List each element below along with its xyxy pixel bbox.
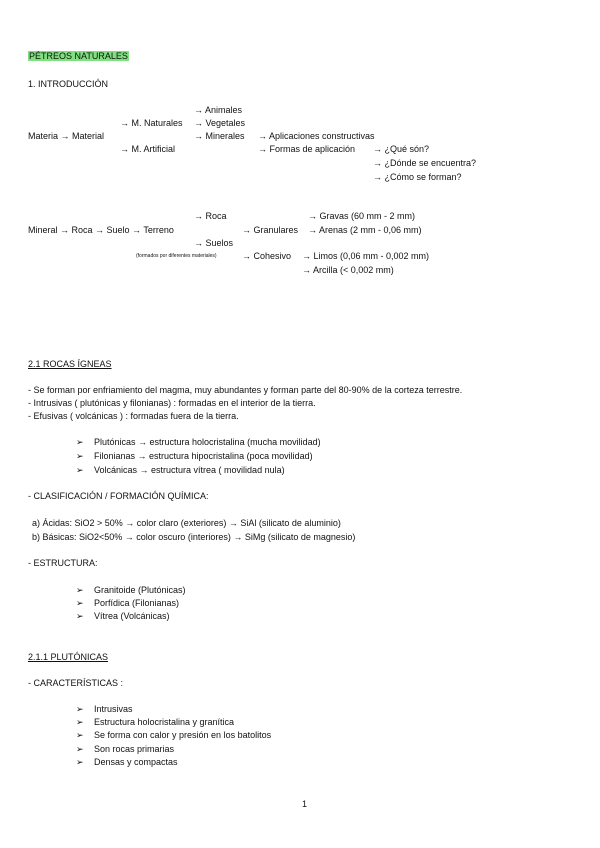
caracteristica-2: Estructura holocristalina y granítica	[94, 717, 235, 727]
plutonicas-heading: 2.1.1 PLUTÓNICAS	[28, 652, 109, 662]
arrowhead-bullet-icon: ➢	[76, 451, 84, 461]
list-item	[76, 436, 321, 448]
diagram1-naturales: → M. Naturales	[120, 118, 183, 128]
diagram2-gravas: → Gravas (60 mm - 2 mm)	[308, 211, 416, 221]
list-item	[76, 729, 271, 741]
caracteristicas-heading: - CARACTERÍSTICAS :	[28, 678, 124, 688]
diagram1-que-son: → ¿Qué són?	[373, 144, 430, 154]
arrowhead-bullet-icon: ➢	[76, 585, 84, 595]
caracteristica-4: Son rocas primarias	[94, 744, 175, 754]
estructura-porfidica: Porfídica (Filonianas)	[94, 598, 180, 608]
arrowhead-bullet-icon: ➢	[76, 437, 84, 447]
list-item	[76, 610, 170, 622]
caracteristica-1: Intrusivas	[94, 704, 133, 714]
diagram2-cohesivo: → Cohesivo	[242, 251, 292, 261]
intro-heading: 1. INTRODUCCIÓN	[28, 79, 109, 89]
type-filonianas: Filonianas → estructura hipocristalina (poca movilidad)	[94, 451, 313, 461]
diagram1-materia: Materia → Material	[28, 131, 105, 141]
list-item	[76, 450, 313, 462]
diagram1-artificial: → M. Artificial	[120, 144, 176, 154]
diagram2-roca: → Roca	[194, 211, 227, 221]
list-item	[76, 743, 174, 755]
diagram2-suelos: → Suelos	[194, 238, 234, 248]
estructura-heading: - ESTRUCTURA:	[28, 558, 98, 568]
diagram2-arenas: → Arenas (2 mm - 0,06 mm)	[308, 225, 422, 235]
list-item	[76, 716, 234, 728]
list-item	[76, 756, 178, 768]
caracteristica-5: Densas y compactas	[94, 757, 178, 767]
type-volcanicas: Volcánicas → estructura vítrea ( movilidad nula)	[94, 465, 285, 475]
rocas-igneas-heading: 2.1 ROCAS ÍGNEAS	[28, 359, 112, 369]
arrowhead-bullet-icon: ➢	[76, 744, 84, 754]
page-number: 1	[302, 799, 308, 809]
clasificacion-basicas: b) Básicas: SiO2<50% → color oscuro (interiores) → SiMg (silicato de magnesio)	[32, 532, 356, 542]
diagram1-donde: → ¿Dónde se encuentra?	[373, 158, 477, 168]
diagram2-limos: → Limos (0,06 mm - 0,002 mm)	[302, 251, 430, 261]
page-title	[28, 50, 129, 62]
igneas-line-3: - Efusivas ( volcánicas ) : formadas fuera de la tierra.	[28, 411, 239, 421]
diagram2-suelos-note: (formados por diferentes materiales)	[136, 253, 217, 259]
caracteristica-3: Se forma con calor y presión en los batolitos	[94, 730, 272, 740]
estructura-granitoide: Granitoide (Plutónicas)	[94, 585, 186, 595]
arrowhead-bullet-icon: ➢	[76, 730, 84, 740]
estructura-vitrea: Vítrea (Volcánicas)	[94, 611, 170, 621]
igneas-line-2: - Intrusivas ( plutónicas y filonianas) : formadas en el interior de la tierra.	[28, 398, 316, 408]
type-plutonicas: Plutónicas → estructura holocristalina (mucha movilidad)	[94, 437, 321, 447]
arrowhead-bullet-icon: ➢	[76, 704, 84, 714]
igneas-line-1: - Se forman por enfriamiento del magma, muy abundantes y forman parte del 80-90% de la corteza terrestre.	[28, 385, 463, 395]
diagram1-vegetales: → Vegetales	[194, 118, 246, 128]
clasificacion-acidas: a) Ácidas: SiO2 > 50% → color claro (exteriores) → SiAl (silicato de aluminio)	[32, 518, 341, 528]
diagram1-aplicaciones: → Aplicaciones constructivas	[258, 131, 375, 141]
diagram1-como: → ¿Cómo se forman?	[373, 172, 462, 182]
arrowhead-bullet-icon: ➢	[76, 611, 84, 621]
list-item	[76, 584, 186, 596]
list-item	[76, 703, 133, 715]
diagram1-formas: → Formas de aplicación	[258, 144, 356, 154]
arrowhead-bullet-icon: ➢	[76, 757, 84, 767]
title-highlight: PÉTREOS NATURALES	[29, 51, 128, 61]
diagram1-animales: → Animales	[194, 105, 243, 115]
clasificacion-heading: - CLASIFICACIÓN / FORMACIÓN QUÍMICA:	[28, 491, 209, 501]
diagram2-granulares: → Granulares	[242, 225, 299, 235]
diagram2-chain: Mineral → Roca → Suelo → Terreno	[28, 225, 174, 235]
list-item	[76, 597, 179, 609]
diagram1-minerales: → Minerales	[194, 131, 245, 141]
diagram2-arcilla: → Arcilla (< 0,002 mm)	[302, 265, 394, 275]
list-item	[76, 464, 285, 476]
arrowhead-bullet-icon: ➢	[76, 717, 84, 727]
arrowhead-bullet-icon: ➢	[76, 465, 84, 475]
arrowhead-bullet-icon: ➢	[76, 598, 84, 608]
